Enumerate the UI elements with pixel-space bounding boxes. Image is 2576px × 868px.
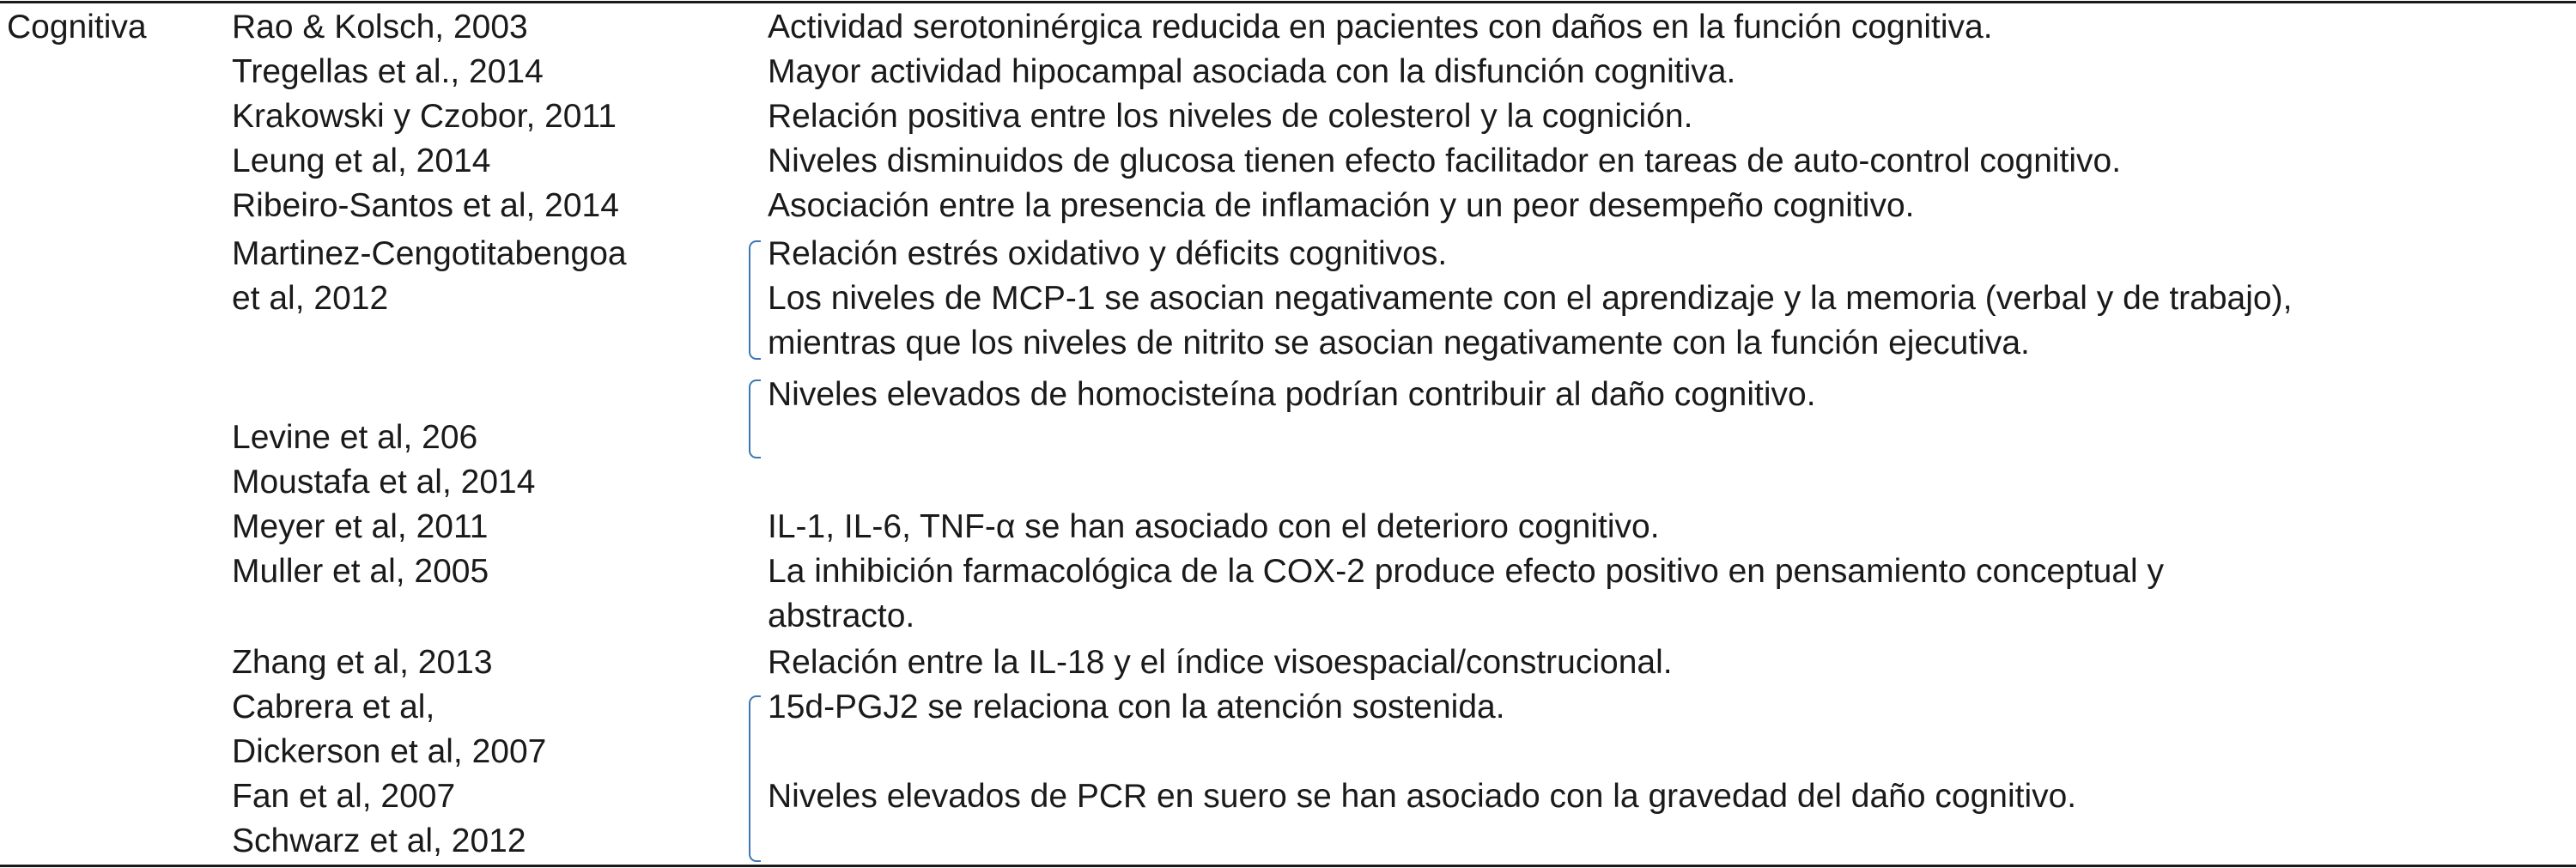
finding: 15d-PGJ2 se relaciona con la atención sostenida. [768, 689, 1505, 725]
citation: Moustafa et al, 2014 [232, 464, 536, 501]
finding: Los niveles de MCP-1 se asocian negativamente con el aprendizaje y la memoria (verbal y de trabajo), [768, 280, 2293, 317]
group-bracket [749, 695, 761, 862]
citation: Zhang et al, 2013 [232, 644, 493, 681]
finding: Mayor actividad hipocampal asociada con la disfunción cognitiva. [768, 53, 1736, 90]
finding: Niveles elevados de homocisteína podrían contribuir al daño cognitivo. [768, 376, 1816, 413]
finding: Niveles disminuidos de glucosa tienen efecto facilitador en tareas de auto-control cognitivo. [768, 143, 2122, 179]
finding: La inhibición farmacológica de la COX-2 produce efecto positivo en pensamiento conceptual y [768, 553, 2164, 590]
finding: Asociación entre la presencia de inflamación y un peor desempeño cognitivo. [768, 187, 1915, 224]
group-bracket [749, 240, 761, 360]
finding: abstracto. [768, 598, 915, 634]
citation: Cabrera et al, [232, 689, 435, 725]
citation: Schwarz et al, 2012 [232, 822, 526, 859]
citation: Ribeiro-Santos et al, 2014 [232, 187, 619, 224]
citation: Krakowski y Czobor, 2011 [232, 98, 617, 135]
citation: Meyer et al, 2011 [232, 508, 489, 545]
finding: Niveles elevados de PCR en suero se han asociado con la gravedad del daño cognitivo. [768, 778, 2077, 815]
citation: Leung et al, 2014 [232, 143, 491, 179]
table-bottom-rule [0, 865, 2576, 867]
category-label: Cognitiva [7, 9, 147, 46]
finding: Relación positiva entre los niveles de colesterol y la cognición. [768, 98, 1693, 135]
finding: mientras que los niveles de nitrito se asocian negativamente con la función ejecutiva. [768, 325, 2030, 361]
citation: Rao & Kolsch, 2003 [232, 9, 528, 46]
citation: Tregellas et al., 2014 [232, 53, 544, 90]
finding: Relación estrés oxidativo y déficits cognitivos. [768, 235, 1448, 272]
group-bracket [749, 379, 761, 458]
citation: et al, 2012 [232, 280, 389, 317]
table-top-rule [0, 1, 2576, 3]
finding: Actividad serotoninérgica reducida en pacientes con daños en la función cognitiva. [768, 9, 1993, 46]
citation: Muller et al, 2005 [232, 553, 489, 590]
finding: IL-1, IL-6, TNF-α se han asociado con el deterioro cognitivo. [768, 508, 1660, 545]
citation: Dickerson et al, 2007 [232, 733, 547, 770]
citation: Levine et al, 206 [232, 419, 478, 456]
citation: Martinez-Cengotitabengoa [232, 235, 627, 272]
finding: Relación entre la IL-18 y el índice visoespacial/construcional. [768, 644, 1673, 681]
citation: Fan et al, 2007 [232, 778, 456, 815]
